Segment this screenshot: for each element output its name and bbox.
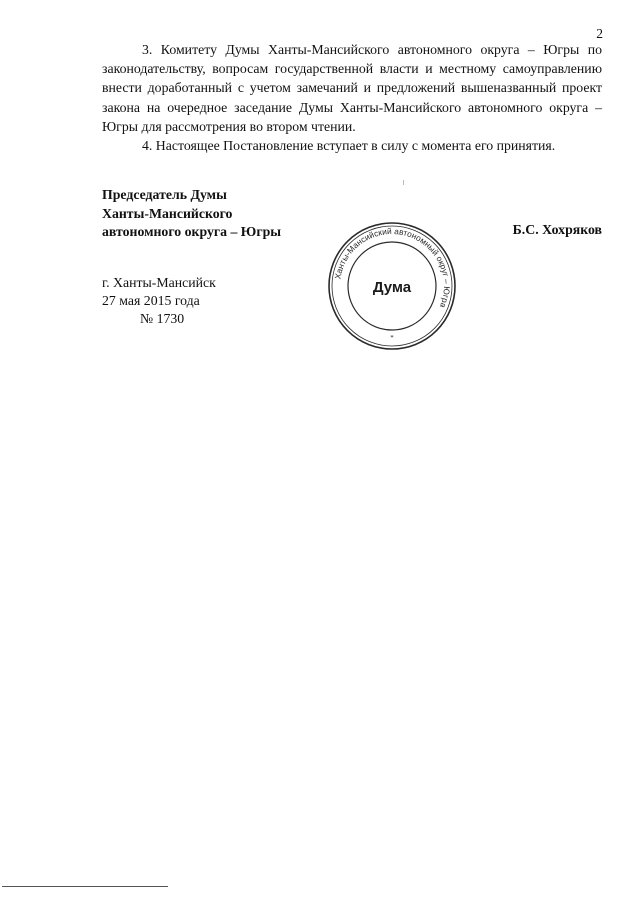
signature-title [102,186,281,242]
seal-star-icon: * [390,334,394,342]
document-number: № 1730 [140,311,185,326]
signature-title-line-1: Председатель Думы [102,187,227,202]
page-number: 2 [596,26,603,41]
signature-title-line-3: автономного округа – Югры [102,224,282,239]
footer-rule [2,886,168,887]
seal-center-text: Дума [372,279,412,296]
body-text [102,40,602,155]
scan-mark [403,180,404,185]
place-date-block [102,274,216,328]
paragraph-4: 4. Настоящее Постановление вступает в силу с момента его принятия. [142,138,556,154]
signature-title-line-2: Ханты-Мансийского [102,205,233,221]
official-seal [322,216,462,356]
place: г. Ханты-Мансийск [102,275,216,290]
seal-ring-text: Ханты-Мансийский автономный округ – Югра [332,225,453,310]
paragraph-3: 3. Комитету Думы Ханты-Мансийского автономного округа – Югры по законодательству, вопросам государственной власти и местному самоуправлению внести доработанный с учетом замечаний и предложений вышеназванный проект закона на очередное заседание Думы Ханты-Мансийского автономного округа – Югры для рассмотрения во втором чтении. [102,42,602,134]
signer-name: Б.С. Хохряков [512,222,602,237]
date: 27 мая 2015 года [102,293,200,308]
